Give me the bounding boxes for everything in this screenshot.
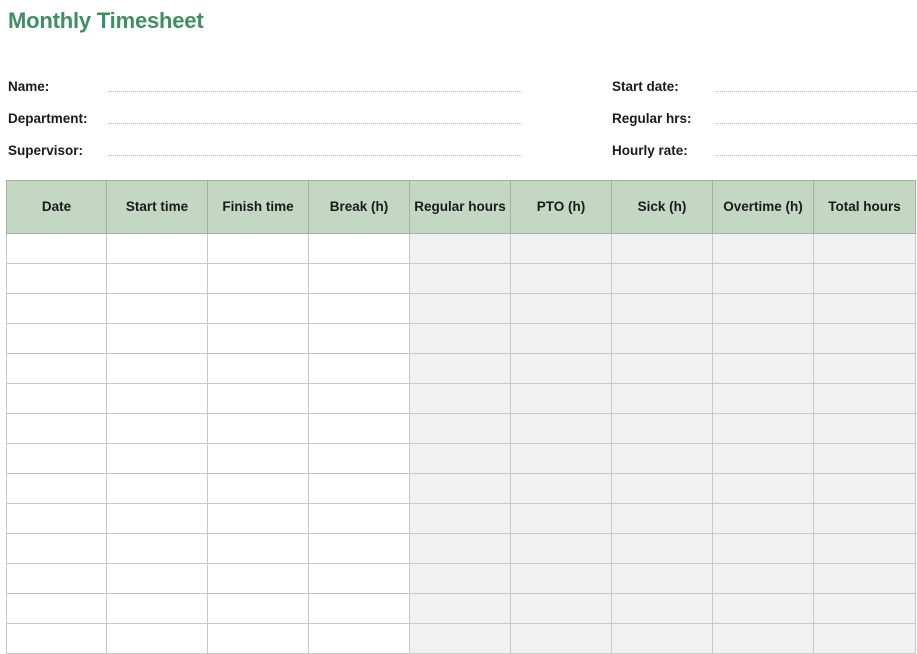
table-cell[interactable] [410, 594, 511, 624]
table-cell[interactable] [309, 264, 410, 294]
table-cell[interactable] [7, 294, 107, 324]
table-cell[interactable] [713, 384, 814, 414]
table-cell[interactable] [107, 624, 208, 654]
table-cell[interactable] [410, 234, 511, 264]
table-cell[interactable] [410, 294, 511, 324]
field-start-date-label: Start date: [612, 79, 679, 94]
timesheet-page [0, 8, 917, 652]
table-cell[interactable] [612, 444, 713, 474]
table-cell[interactable] [814, 564, 916, 594]
table-cell[interactable] [814, 294, 916, 324]
table-cell[interactable] [107, 444, 208, 474]
table-cell[interactable] [208, 444, 309, 474]
table-cell[interactable] [309, 504, 410, 534]
meta-column-left [8, 78, 522, 174]
column-header-date: Date [7, 181, 107, 234]
table-cell[interactable] [410, 354, 511, 384]
table-cell[interactable] [208, 624, 309, 654]
table-cell[interactable] [208, 564, 309, 594]
table-cell[interactable] [612, 384, 713, 414]
table-row [7, 234, 916, 264]
table-cell[interactable] [309, 414, 410, 444]
table-cell[interactable] [107, 414, 208, 444]
table-cell[interactable] [713, 594, 814, 624]
table-cell[interactable] [612, 264, 713, 294]
table-cell[interactable] [612, 504, 713, 534]
table-cell[interactable] [814, 414, 916, 444]
field-name-input[interactable] [108, 78, 522, 92]
field-regular-hrs-value [716, 111, 719, 126]
table-cell[interactable] [814, 384, 916, 414]
table-cell[interactable] [309, 444, 410, 474]
table-cell[interactable] [309, 534, 410, 564]
field-department-input[interactable] [108, 110, 522, 124]
field-supervisor-input[interactable] [108, 142, 522, 156]
table-row [7, 414, 916, 444]
field-start-date-input[interactable] [716, 78, 917, 92]
column-header-regular-hours: Regular hours [410, 181, 511, 234]
table-cell[interactable] [612, 534, 713, 564]
table-cell[interactable] [814, 594, 916, 624]
table-cell[interactable] [410, 264, 511, 294]
table-cell[interactable] [208, 504, 309, 534]
field-hourly-rate-value [716, 143, 719, 158]
field-regular-hrs-label: Regular hrs: [612, 111, 692, 126]
table-cell[interactable] [7, 264, 107, 294]
table-cell[interactable] [814, 234, 916, 264]
column-header-pto: PTO (h) [511, 181, 612, 234]
table-cell[interactable] [713, 564, 814, 594]
table-row [7, 264, 916, 294]
table-cell[interactable] [7, 384, 107, 414]
table-cell[interactable] [7, 534, 107, 564]
table-cell[interactable] [208, 264, 309, 294]
table-cell[interactable] [7, 444, 107, 474]
table-cell[interactable] [410, 444, 511, 474]
table-cell[interactable] [107, 354, 208, 384]
table-cell[interactable] [713, 444, 814, 474]
table-cell[interactable] [814, 504, 916, 534]
timesheet-table [6, 180, 916, 654]
table-cell[interactable] [511, 264, 612, 294]
table-cell[interactable] [7, 564, 107, 594]
field-department [8, 110, 522, 142]
table-cell[interactable] [7, 354, 107, 384]
field-start-date [612, 78, 917, 110]
table-cell[interactable] [814, 534, 916, 564]
field-supervisor-value [108, 143, 111, 158]
column-header-sick: Sick (h) [612, 181, 713, 234]
table-cell[interactable] [208, 234, 309, 264]
table-row [7, 534, 916, 564]
table-cell[interactable] [208, 414, 309, 444]
table-cell[interactable] [107, 534, 208, 564]
table-cell[interactable] [612, 474, 713, 504]
table-cell[interactable] [814, 444, 916, 474]
table-cell[interactable] [612, 294, 713, 324]
table-cell[interactable] [410, 414, 511, 444]
field-name [8, 78, 522, 110]
meta-column-right [612, 78, 917, 174]
field-name-label: Name: [8, 79, 50, 94]
table-cell[interactable] [309, 564, 410, 594]
table-cell[interactable] [208, 594, 309, 624]
field-supervisor [8, 142, 522, 174]
table-cell[interactable] [309, 624, 410, 654]
table-cell[interactable] [511, 474, 612, 504]
table-row [7, 504, 916, 534]
table-cell[interactable] [713, 294, 814, 324]
table-cell[interactable] [107, 474, 208, 504]
table-row [7, 474, 916, 504]
table-row [7, 594, 916, 624]
table-cell[interactable] [511, 534, 612, 564]
table-cell[interactable] [208, 384, 309, 414]
table-cell[interactable] [612, 414, 713, 444]
field-regular-hrs-input[interactable] [716, 110, 917, 124]
page-title: Monthly Timesheet [8, 8, 204, 33]
table-cell[interactable] [511, 354, 612, 384]
table-cell[interactable] [208, 534, 309, 564]
table-cell[interactable] [309, 294, 410, 324]
table-row [7, 444, 916, 474]
table-cell[interactable] [410, 564, 511, 594]
table-cell[interactable] [410, 384, 511, 414]
table-row [7, 564, 916, 594]
table-header-row [7, 181, 916, 234]
table-row [7, 624, 916, 654]
field-department-value [108, 111, 111, 126]
table-cell[interactable] [208, 354, 309, 384]
table-cell[interactable] [208, 324, 309, 354]
table-cell[interactable] [410, 474, 511, 504]
table-cell[interactable] [713, 414, 814, 444]
table-cell[interactable] [511, 324, 612, 354]
table-cell[interactable] [713, 234, 814, 264]
table-cell[interactable] [612, 624, 713, 654]
table-cell[interactable] [612, 354, 713, 384]
table-cell[interactable] [713, 354, 814, 384]
table-cell[interactable] [612, 564, 713, 594]
field-name-value [108, 79, 111, 94]
table-cell[interactable] [309, 324, 410, 354]
table-cell[interactable] [511, 384, 612, 414]
table-cell[interactable] [7, 474, 107, 504]
table-row [7, 384, 916, 414]
field-hourly-rate-label: Hourly rate: [612, 143, 688, 158]
table-cell[interactable] [7, 414, 107, 444]
field-start-date-value [716, 79, 719, 94]
table-cell[interactable] [511, 594, 612, 624]
table-header [7, 181, 916, 234]
meta-fields [0, 78, 917, 168]
table-cell[interactable] [410, 504, 511, 534]
table-cell[interactable] [107, 324, 208, 354]
table-cell[interactable] [107, 234, 208, 264]
table-cell[interactable] [511, 414, 612, 444]
table-cell[interactable] [7, 234, 107, 264]
table-row [7, 324, 916, 354]
table-cell[interactable] [410, 534, 511, 564]
table-cell[interactable] [7, 594, 107, 624]
column-header-finish-time: Finish time [208, 181, 309, 234]
table-cell[interactable] [814, 324, 916, 354]
table-cell[interactable] [511, 444, 612, 474]
table-cell[interactable] [713, 264, 814, 294]
table-cell[interactable] [107, 384, 208, 414]
table-cell[interactable] [511, 234, 612, 264]
field-supervisor-label: Supervisor: [8, 143, 84, 158]
column-header-start-time: Start time [107, 181, 208, 234]
table-cell[interactable] [713, 624, 814, 654]
table-cell[interactable] [208, 294, 309, 324]
field-regular-hrs [612, 110, 917, 142]
table-cell[interactable] [410, 624, 511, 654]
table-cell[interactable] [814, 264, 916, 294]
table-body [7, 234, 916, 654]
table-cell[interactable] [713, 324, 814, 354]
table-cell[interactable] [309, 234, 410, 264]
table-cell[interactable] [713, 474, 814, 504]
table-cell[interactable] [511, 294, 612, 324]
field-department-label: Department: [8, 111, 88, 126]
table-cell[interactable] [713, 504, 814, 534]
field-hourly-rate-input[interactable] [716, 142, 917, 156]
field-hourly-rate [612, 142, 917, 174]
table-cell[interactable] [309, 384, 410, 414]
table-row [7, 294, 916, 324]
table-cell[interactable] [511, 624, 612, 654]
table-row [7, 354, 916, 384]
table-cell[interactable] [612, 234, 713, 264]
table-cell[interactable] [511, 564, 612, 594]
column-header-break: Break (h) [309, 181, 410, 234]
column-header-overtime: Overtime (h) [713, 181, 814, 234]
table-cell[interactable] [814, 474, 916, 504]
table-cell[interactable] [814, 624, 916, 654]
table-cell[interactable] [107, 504, 208, 534]
table-cell[interactable] [309, 594, 410, 624]
table-cell[interactable] [107, 294, 208, 324]
table-cell[interactable] [410, 324, 511, 354]
table-cell[interactable] [612, 324, 713, 354]
table-cell[interactable] [107, 564, 208, 594]
table-cell[interactable] [7, 324, 107, 354]
table-cell[interactable] [713, 534, 814, 564]
table-cell[interactable] [309, 354, 410, 384]
table-cell[interactable] [107, 264, 208, 294]
table-cell[interactable] [309, 474, 410, 504]
table-cell[interactable] [208, 474, 309, 504]
column-header-total-hours: Total hours [814, 181, 916, 234]
table-cell[interactable] [7, 624, 107, 654]
table-cell[interactable] [511, 504, 612, 534]
table-cell[interactable] [107, 594, 208, 624]
table-cell[interactable] [612, 594, 713, 624]
table-cell[interactable] [7, 504, 107, 534]
table-cell[interactable] [814, 354, 916, 384]
